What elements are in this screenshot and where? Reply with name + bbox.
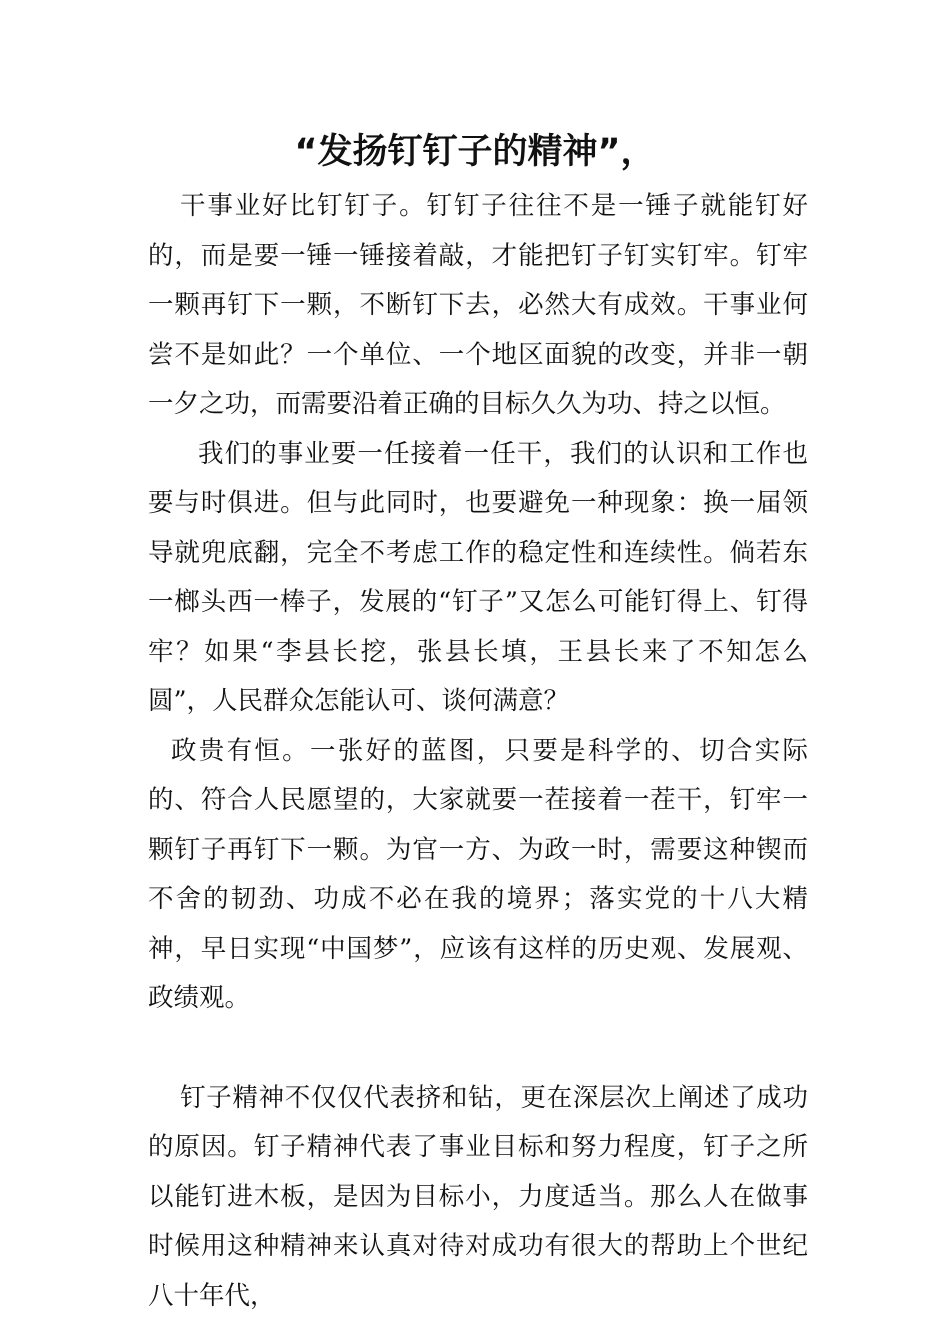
paragraph-3: 政贵有恒。一张好的蓝图，只要是科学的、切合实际的、符合人民愿望的，大家就要一茬接着一茬干，钉牢一颗钉子再钉下一颗。为官一方、为政一时，需要这种锲而不舍的韧劲、功成不必在我的境界；落实党的十八大精神，早日实现“中国梦”，应该有这样的历史观、发展观、政绩观。 (148, 735, 808, 1013)
document-title: “发扬钉钉子的精神”， (294, 132, 656, 172)
paragraph-spacer (148, 1024, 808, 1074)
paragraph-4: 钉子精神不仅仅代表挤和钻，更在深层次上阐述了成功的原因。钉子精神代表了事业目标和努力程度，钉子之所以能钉进木板，是因为目标小，力度适当。那么人在做事时候用这种精神来认真对待对成功有很大的帮助上个世纪八十年代， (148, 1082, 808, 1311)
paragraph-2: 我们的事业要一任接着一任干，我们的认识和工作也要与时俱进。但与此同时，也要避免一种现象：换一届领导就兜底翻，完全不考虑工作的稳定性和连续性。倘若东一榔头西一棒子，发展的“钉子”又怎么可能钉得上、钉得牢？如果“李县长挖，张县长填，王县长来了不知怎么圆”，人民群众怎能认可、谈何满意？ (148, 438, 808, 716)
document-body (148, 182, 808, 1321)
paragraph-1: 干事业好比钉钉子。钉钉子往往不是一锤子就能钉好的，而是要一锤一锤接着敲，才能把钉子钉实钉牢。钉牢一颗再钉下一颗，不断钉下去，必然大有成效。干事业何尝不是如此？一个单位、一个地区面貌的改变，并非一朝一夕之功，而需要沿着正确的目标久久为功、持之以恒。 (148, 191, 808, 419)
